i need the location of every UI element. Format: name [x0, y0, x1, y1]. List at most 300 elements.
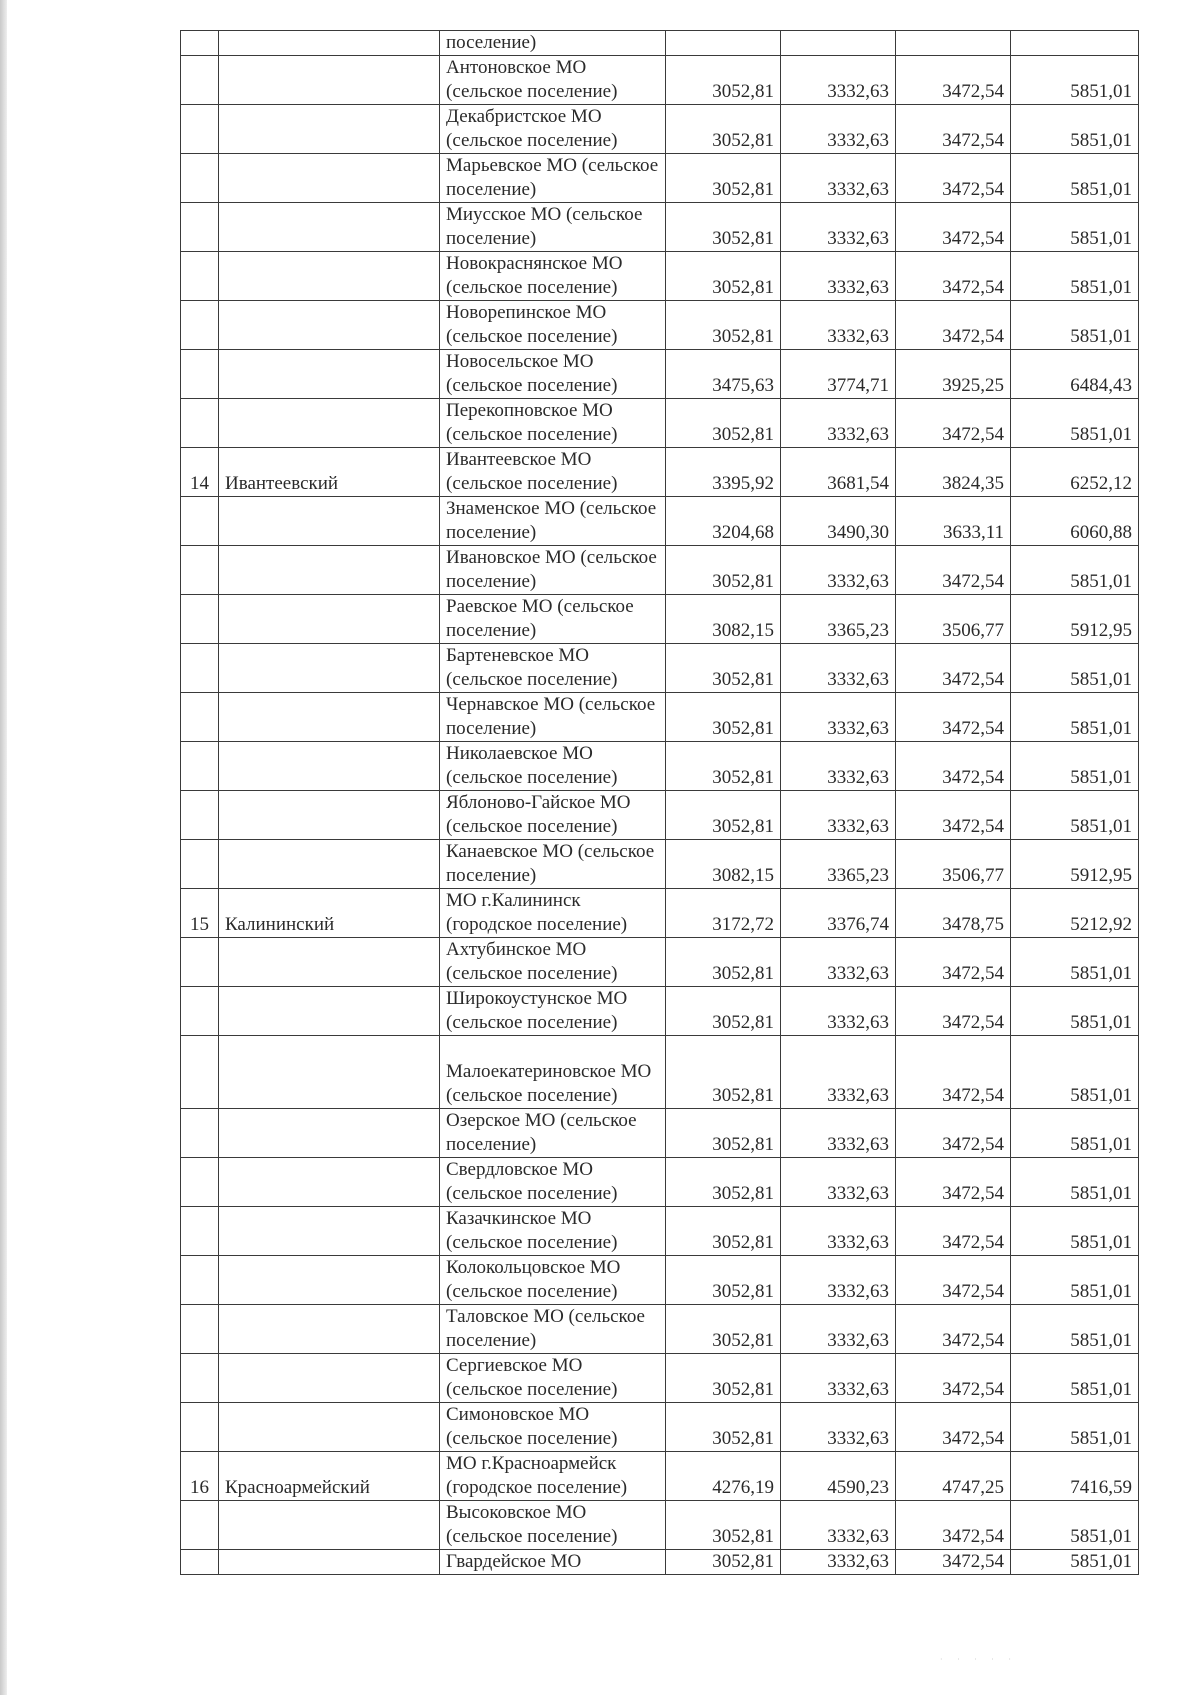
value-3-text: 3472,54 — [942, 963, 1004, 984]
value-2-text: 3332,63 — [827, 130, 889, 151]
row-number-cell — [181, 889, 219, 938]
value-3-cell — [896, 840, 1011, 889]
value-4-cell — [1011, 546, 1139, 595]
value-4-cell — [1011, 1158, 1139, 1207]
municipality-cell — [440, 1158, 666, 1207]
value-1-cell — [666, 644, 781, 693]
value-3-text: 3472,54 — [942, 1012, 1004, 1033]
table-row — [181, 1452, 1139, 1501]
value-4-text: 5912,95 — [1070, 865, 1132, 886]
value-4-cell — [1011, 1354, 1139, 1403]
municipality-text: Озерское МО (сельское поселение) — [446, 1110, 637, 1155]
district-cell — [219, 1354, 440, 1403]
value-2-text: 3365,23 — [827, 620, 889, 641]
value-3-text: 3472,54 — [942, 1134, 1004, 1155]
value-2-cell — [781, 987, 896, 1036]
value-2-cell — [781, 350, 896, 399]
value-3-cell — [896, 791, 1011, 840]
value-3-text: 3472,54 — [942, 424, 1004, 445]
value-3-cell — [896, 105, 1011, 154]
municipality-text: Чернавское МО (сельское поселение) — [446, 694, 656, 739]
value-2-cell — [781, 252, 896, 301]
value-3-text: 3472,54 — [942, 326, 1004, 347]
municipality-text: Перекопновское МО (сельское поселение) — [446, 400, 618, 445]
row-number-cell — [181, 546, 219, 595]
district-cell — [219, 203, 440, 252]
value-2-cell — [781, 1256, 896, 1305]
value-2-text: 3332,63 — [827, 1281, 889, 1302]
value-3-cell — [896, 889, 1011, 938]
value-1-cell — [666, 1452, 781, 1501]
municipality-cell — [440, 644, 666, 693]
table-row — [181, 1354, 1139, 1403]
value-3-cell — [896, 301, 1011, 350]
table-row — [181, 1550, 1139, 1575]
row-number-cell — [181, 595, 219, 644]
value-3-cell — [896, 1158, 1011, 1207]
district-cell — [219, 1158, 440, 1207]
value-1-text: 3052,81 — [712, 179, 774, 200]
value-4-text: 5851,01 — [1070, 1281, 1132, 1302]
value-4-text: 5851,01 — [1070, 130, 1132, 151]
district-cell — [219, 56, 440, 105]
district-cell — [219, 1550, 440, 1575]
value-1-text: 3052,81 — [712, 1232, 774, 1253]
value-2-text: 3332,63 — [827, 81, 889, 102]
value-2-cell — [781, 1036, 896, 1109]
value-4-text: 5851,01 — [1070, 1330, 1132, 1351]
municipality-text: Знаменское МО (сельское поселение) — [446, 498, 657, 543]
value-1-text: 3052,81 — [712, 1379, 774, 1400]
table-row — [181, 1305, 1139, 1354]
municipality-cell — [440, 742, 666, 791]
municipality-cell — [440, 1256, 666, 1305]
value-4-text: 5912,95 — [1070, 620, 1132, 641]
district-cell — [219, 252, 440, 301]
municipality-cell — [440, 1354, 666, 1403]
value-4-cell — [1011, 1452, 1139, 1501]
value-2-cell — [781, 1452, 896, 1501]
value-2-text: 3332,63 — [827, 179, 889, 200]
district-text: Красноармейский — [225, 1477, 370, 1498]
district-cell — [219, 31, 440, 56]
table-row — [181, 1256, 1139, 1305]
row-number-text: 14 — [190, 473, 209, 494]
value-4-cell — [1011, 1109, 1139, 1158]
value-3-text: 3472,54 — [942, 1551, 1004, 1572]
value-1-text: 3082,15 — [712, 620, 774, 641]
value-1-text: 3204,68 — [712, 522, 774, 543]
value-2-text: 3774,71 — [827, 375, 889, 396]
value-2-cell — [781, 1550, 896, 1575]
district-cell — [219, 448, 440, 497]
value-1-text: 3052,81 — [712, 571, 774, 592]
row-number-cell — [181, 301, 219, 350]
value-3-cell — [896, 399, 1011, 448]
value-1-text: 3052,81 — [712, 1428, 774, 1449]
value-1-text: 3475,63 — [712, 375, 774, 396]
value-1-text: 3052,81 — [712, 1183, 774, 1204]
value-4-text: 5851,01 — [1070, 1183, 1132, 1204]
scan-page-edge — [0, 0, 7, 1695]
value-1-cell — [666, 1403, 781, 1452]
value-3-text: 3472,54 — [942, 1085, 1004, 1106]
value-3-cell — [896, 1207, 1011, 1256]
value-4-text: 5851,01 — [1070, 277, 1132, 298]
value-4-text: 6060,88 — [1070, 522, 1132, 543]
value-2-text: 3332,63 — [827, 277, 889, 298]
value-2-cell — [781, 742, 896, 791]
district-cell — [219, 1501, 440, 1550]
value-1-text: 3052,81 — [712, 228, 774, 249]
value-3-cell — [896, 1109, 1011, 1158]
row-number-cell — [181, 742, 219, 791]
value-4-text: 5851,01 — [1070, 816, 1132, 837]
municipality-text: Гвардейское МО — [446, 1551, 582, 1572]
value-1-cell — [666, 497, 781, 546]
value-3-cell — [896, 56, 1011, 105]
value-2-text: 3365,23 — [827, 865, 889, 886]
value-4-cell — [1011, 399, 1139, 448]
value-4-cell — [1011, 987, 1139, 1036]
row-number-text: 16 — [190, 1477, 209, 1498]
value-2-cell — [781, 1403, 896, 1452]
value-2-text: 3332,63 — [827, 1183, 889, 1204]
value-4-text: 5851,01 — [1070, 718, 1132, 739]
value-3-cell — [896, 595, 1011, 644]
municipality-text: МО г.Калининск (городское поселение) — [446, 890, 628, 935]
value-1-cell — [666, 1207, 781, 1256]
municipality-text: Раевское МО (сельское поселение) — [446, 596, 634, 641]
value-2-text: 3332,63 — [827, 424, 889, 445]
value-3-cell — [896, 497, 1011, 546]
row-number-cell — [181, 31, 219, 56]
value-3-cell — [896, 1354, 1011, 1403]
value-2-cell — [781, 1207, 896, 1256]
municipality-text: Ивановское МО (сельское поселение) — [446, 547, 657, 592]
value-2-cell — [781, 889, 896, 938]
municipality-text: Ахтубинское МО (сельское поселение) — [446, 939, 618, 984]
value-3-text: 3824,35 — [942, 473, 1004, 494]
value-2-text: 3376,74 — [827, 914, 889, 935]
value-2-text: 4590,23 — [827, 1477, 889, 1498]
value-2-cell — [781, 399, 896, 448]
value-4-cell — [1011, 1256, 1139, 1305]
value-4-text: 5851,01 — [1070, 179, 1132, 200]
value-1-cell — [666, 56, 781, 105]
municipality-text: МО г.Красноармейск (городское поселение) — [446, 1453, 628, 1498]
value-4-cell — [1011, 31, 1139, 56]
row-number-cell — [181, 105, 219, 154]
value-4-cell — [1011, 105, 1139, 154]
value-4-cell — [1011, 252, 1139, 301]
value-2-cell — [781, 938, 896, 987]
value-4-cell — [1011, 1501, 1139, 1550]
value-2-text: 3332,63 — [827, 1428, 889, 1449]
district-cell — [219, 399, 440, 448]
value-2-cell — [781, 448, 896, 497]
municipality-text: Новорепинское МО (сельское поселение) — [446, 302, 618, 347]
value-1-text: 3052,81 — [712, 1281, 774, 1302]
row-number-cell — [181, 1207, 219, 1256]
value-4-cell — [1011, 889, 1139, 938]
value-1-cell — [666, 840, 781, 889]
district-cell — [219, 1036, 440, 1109]
table-row — [181, 252, 1139, 301]
municipality-cell — [440, 889, 666, 938]
value-1-cell — [666, 350, 781, 399]
value-3-cell — [896, 693, 1011, 742]
value-2-cell — [781, 31, 896, 56]
municipality-text: Миусское МО (сельское поселение) — [446, 204, 643, 249]
value-4-text: 5851,01 — [1070, 571, 1132, 592]
district-text: Ивантеевский — [225, 473, 339, 494]
municipality-cell — [440, 546, 666, 595]
value-2-cell — [781, 1109, 896, 1158]
value-1-text: 3052,81 — [712, 326, 774, 347]
table-row — [181, 350, 1139, 399]
table-row — [181, 497, 1139, 546]
value-1-cell — [666, 987, 781, 1036]
value-4-text: 7416,59 — [1070, 1477, 1132, 1498]
value-4-text: 5851,01 — [1070, 326, 1132, 347]
municipality-cell — [440, 1501, 666, 1550]
row-number-cell — [181, 1403, 219, 1452]
value-4-cell — [1011, 301, 1139, 350]
value-3-cell — [896, 252, 1011, 301]
municipality-cell — [440, 791, 666, 840]
municipality-cell — [440, 1207, 666, 1256]
value-2-text: 3332,63 — [827, 1232, 889, 1253]
municipality-text: Антоновское МО (сельское поселение) — [446, 57, 618, 102]
value-2-cell — [781, 546, 896, 595]
table-row — [181, 644, 1139, 693]
municipality-text: Ивантеевское МО (сельское поселение) — [446, 449, 618, 494]
district-cell — [219, 497, 440, 546]
value-3-text: 3472,54 — [942, 1428, 1004, 1449]
value-1-text: 3052,81 — [712, 669, 774, 690]
value-2-text: 3332,63 — [827, 669, 889, 690]
municipality-cell — [440, 1036, 666, 1109]
row-number-cell — [181, 1501, 219, 1550]
district-cell — [219, 1256, 440, 1305]
municipality-text: Широкоустунское МО (сельское поселение) — [446, 988, 628, 1033]
value-3-cell — [896, 742, 1011, 791]
district-cell — [219, 595, 440, 644]
value-4-cell — [1011, 840, 1139, 889]
municipality-cell — [440, 399, 666, 448]
value-1-text: 3052,81 — [712, 767, 774, 788]
value-2-cell — [781, 1158, 896, 1207]
municipality-cell — [440, 693, 666, 742]
table-row — [181, 399, 1139, 448]
value-3-text: 3633,11 — [942, 522, 1004, 543]
municipality-text: Новокраснянское МО (сельское поселение) — [446, 253, 623, 298]
value-3-text: 3472,54 — [942, 228, 1004, 249]
municipality-text: Малоекатериновское МО (сельское поселение) — [446, 1061, 652, 1106]
value-1-cell — [666, 154, 781, 203]
municipality-text: Канаевское МО (сельское поселение) — [446, 841, 655, 886]
value-4-cell — [1011, 1550, 1139, 1575]
row-number-cell — [181, 154, 219, 203]
value-3-cell — [896, 350, 1011, 399]
value-3-text: 3506,77 — [942, 865, 1004, 886]
value-3-cell — [896, 546, 1011, 595]
municipality-cell — [440, 1403, 666, 1452]
value-1-cell — [666, 1109, 781, 1158]
value-1-text: 3052,81 — [712, 1012, 774, 1033]
municipality-text: Казачкинское МО (сельское поселение) — [446, 1208, 618, 1253]
row-number-cell — [181, 1109, 219, 1158]
district-cell — [219, 889, 440, 938]
row-number-cell — [181, 252, 219, 301]
municipality-cell — [440, 252, 666, 301]
row-number-text: 15 — [190, 914, 209, 935]
row-number-cell — [181, 1036, 219, 1109]
value-2-text: 3332,63 — [827, 1134, 889, 1155]
value-2-cell — [781, 301, 896, 350]
value-1-text: 3052,81 — [712, 1551, 774, 1572]
value-3-cell — [896, 1452, 1011, 1501]
value-2-cell — [781, 56, 896, 105]
municipality-cell — [440, 595, 666, 644]
value-4-cell — [1011, 1207, 1139, 1256]
value-4-text: 5851,01 — [1070, 81, 1132, 102]
row-number-cell — [181, 399, 219, 448]
value-2-cell — [781, 1305, 896, 1354]
value-3-text: 3506,77 — [942, 620, 1004, 641]
district-cell — [219, 644, 440, 693]
value-4-text: 5851,01 — [1070, 1085, 1132, 1106]
district-cell — [219, 1207, 440, 1256]
table-row — [181, 1036, 1139, 1109]
value-4-cell — [1011, 497, 1139, 546]
district-cell — [219, 1403, 440, 1452]
value-1-text: 3082,15 — [712, 865, 774, 886]
value-1-cell — [666, 1256, 781, 1305]
municipality-text: Высоковское МО (сельское поселение) — [446, 1502, 618, 1547]
value-3-text: 3472,54 — [942, 767, 1004, 788]
value-4-text: 5851,01 — [1070, 1551, 1132, 1572]
value-4-text: 5851,01 — [1070, 1134, 1132, 1155]
district-cell — [219, 546, 440, 595]
row-number-cell — [181, 693, 219, 742]
value-1-cell — [666, 595, 781, 644]
value-4-text: 5851,01 — [1070, 424, 1132, 445]
municipality-cell — [440, 938, 666, 987]
value-1-cell — [666, 1036, 781, 1109]
table-body — [181, 31, 1139, 1575]
table-row — [181, 595, 1139, 644]
value-3-text: 3472,54 — [942, 179, 1004, 200]
district-cell — [219, 791, 440, 840]
value-1-cell — [666, 31, 781, 56]
value-3-text: 3472,54 — [942, 718, 1004, 739]
municipality-cell — [440, 1109, 666, 1158]
value-1-text: 3052,81 — [712, 718, 774, 739]
table-row — [181, 1207, 1139, 1256]
municipality-cell — [440, 448, 666, 497]
municipality-cell — [440, 154, 666, 203]
row-number-cell — [181, 840, 219, 889]
value-2-cell — [781, 154, 896, 203]
value-1-cell — [666, 252, 781, 301]
value-1-text: 3052,81 — [712, 1526, 774, 1547]
value-1-cell — [666, 203, 781, 252]
value-1-cell — [666, 1158, 781, 1207]
value-4-cell — [1011, 742, 1139, 791]
table-row — [181, 154, 1139, 203]
row-number-cell — [181, 1550, 219, 1575]
value-2-text: 3332,63 — [827, 1551, 889, 1572]
value-2-cell — [781, 105, 896, 154]
municipality-cell — [440, 350, 666, 399]
value-3-text: 3472,54 — [942, 81, 1004, 102]
value-3-cell — [896, 154, 1011, 203]
row-number-cell — [181, 938, 219, 987]
value-1-text: 3052,81 — [712, 1330, 774, 1351]
table-row — [181, 889, 1139, 938]
value-3-text: 3478,75 — [942, 914, 1004, 935]
value-2-cell — [781, 1354, 896, 1403]
value-2-text: 3332,63 — [827, 1012, 889, 1033]
municipality-text: Марьевское МО (сельское поселение) — [446, 155, 659, 200]
value-1-text: 3052,81 — [712, 963, 774, 984]
municipality-cell — [440, 105, 666, 154]
value-4-cell — [1011, 350, 1139, 399]
value-4-cell — [1011, 938, 1139, 987]
municipality-cell — [440, 203, 666, 252]
value-1-cell — [666, 1550, 781, 1575]
municipality-cell — [440, 840, 666, 889]
table-row — [181, 693, 1139, 742]
municipality-text: Бартеневское МО (сельское поселение) — [446, 645, 618, 690]
table-row — [181, 1403, 1139, 1452]
value-1-text: 3052,81 — [712, 816, 774, 837]
value-3-cell — [896, 1305, 1011, 1354]
municipality-text: Яблоново-Гайское МО (сельское поселение) — [446, 792, 631, 837]
value-3-cell — [896, 1550, 1011, 1575]
value-3-cell — [896, 987, 1011, 1036]
table-row — [181, 742, 1139, 791]
value-3-cell — [896, 1403, 1011, 1452]
table-row — [181, 987, 1139, 1036]
value-3-text: 3472,54 — [942, 1183, 1004, 1204]
value-2-text: 3332,63 — [827, 571, 889, 592]
value-3-text: 3472,54 — [942, 1330, 1004, 1351]
value-4-cell — [1011, 1036, 1139, 1109]
value-3-text: 4747,25 — [942, 1477, 1004, 1498]
municipality-cell — [440, 987, 666, 1036]
value-3-text: 3472,54 — [942, 277, 1004, 298]
value-1-text: 3172,72 — [712, 914, 774, 935]
value-1-cell — [666, 105, 781, 154]
value-3-cell — [896, 31, 1011, 56]
district-cell — [219, 301, 440, 350]
row-number-cell — [181, 987, 219, 1036]
table-row — [181, 1158, 1139, 1207]
value-1-text: 3052,81 — [712, 130, 774, 151]
value-4-cell — [1011, 448, 1139, 497]
value-4-text: 5851,01 — [1070, 963, 1132, 984]
value-4-text: 5851,01 — [1070, 1379, 1132, 1400]
value-1-text: 3052,81 — [712, 1085, 774, 1106]
row-number-cell — [181, 448, 219, 497]
value-1-cell — [666, 399, 781, 448]
value-4-text: 5851,01 — [1070, 1526, 1132, 1547]
value-1-text: 3395,92 — [712, 473, 774, 494]
value-3-text: 3472,54 — [942, 669, 1004, 690]
